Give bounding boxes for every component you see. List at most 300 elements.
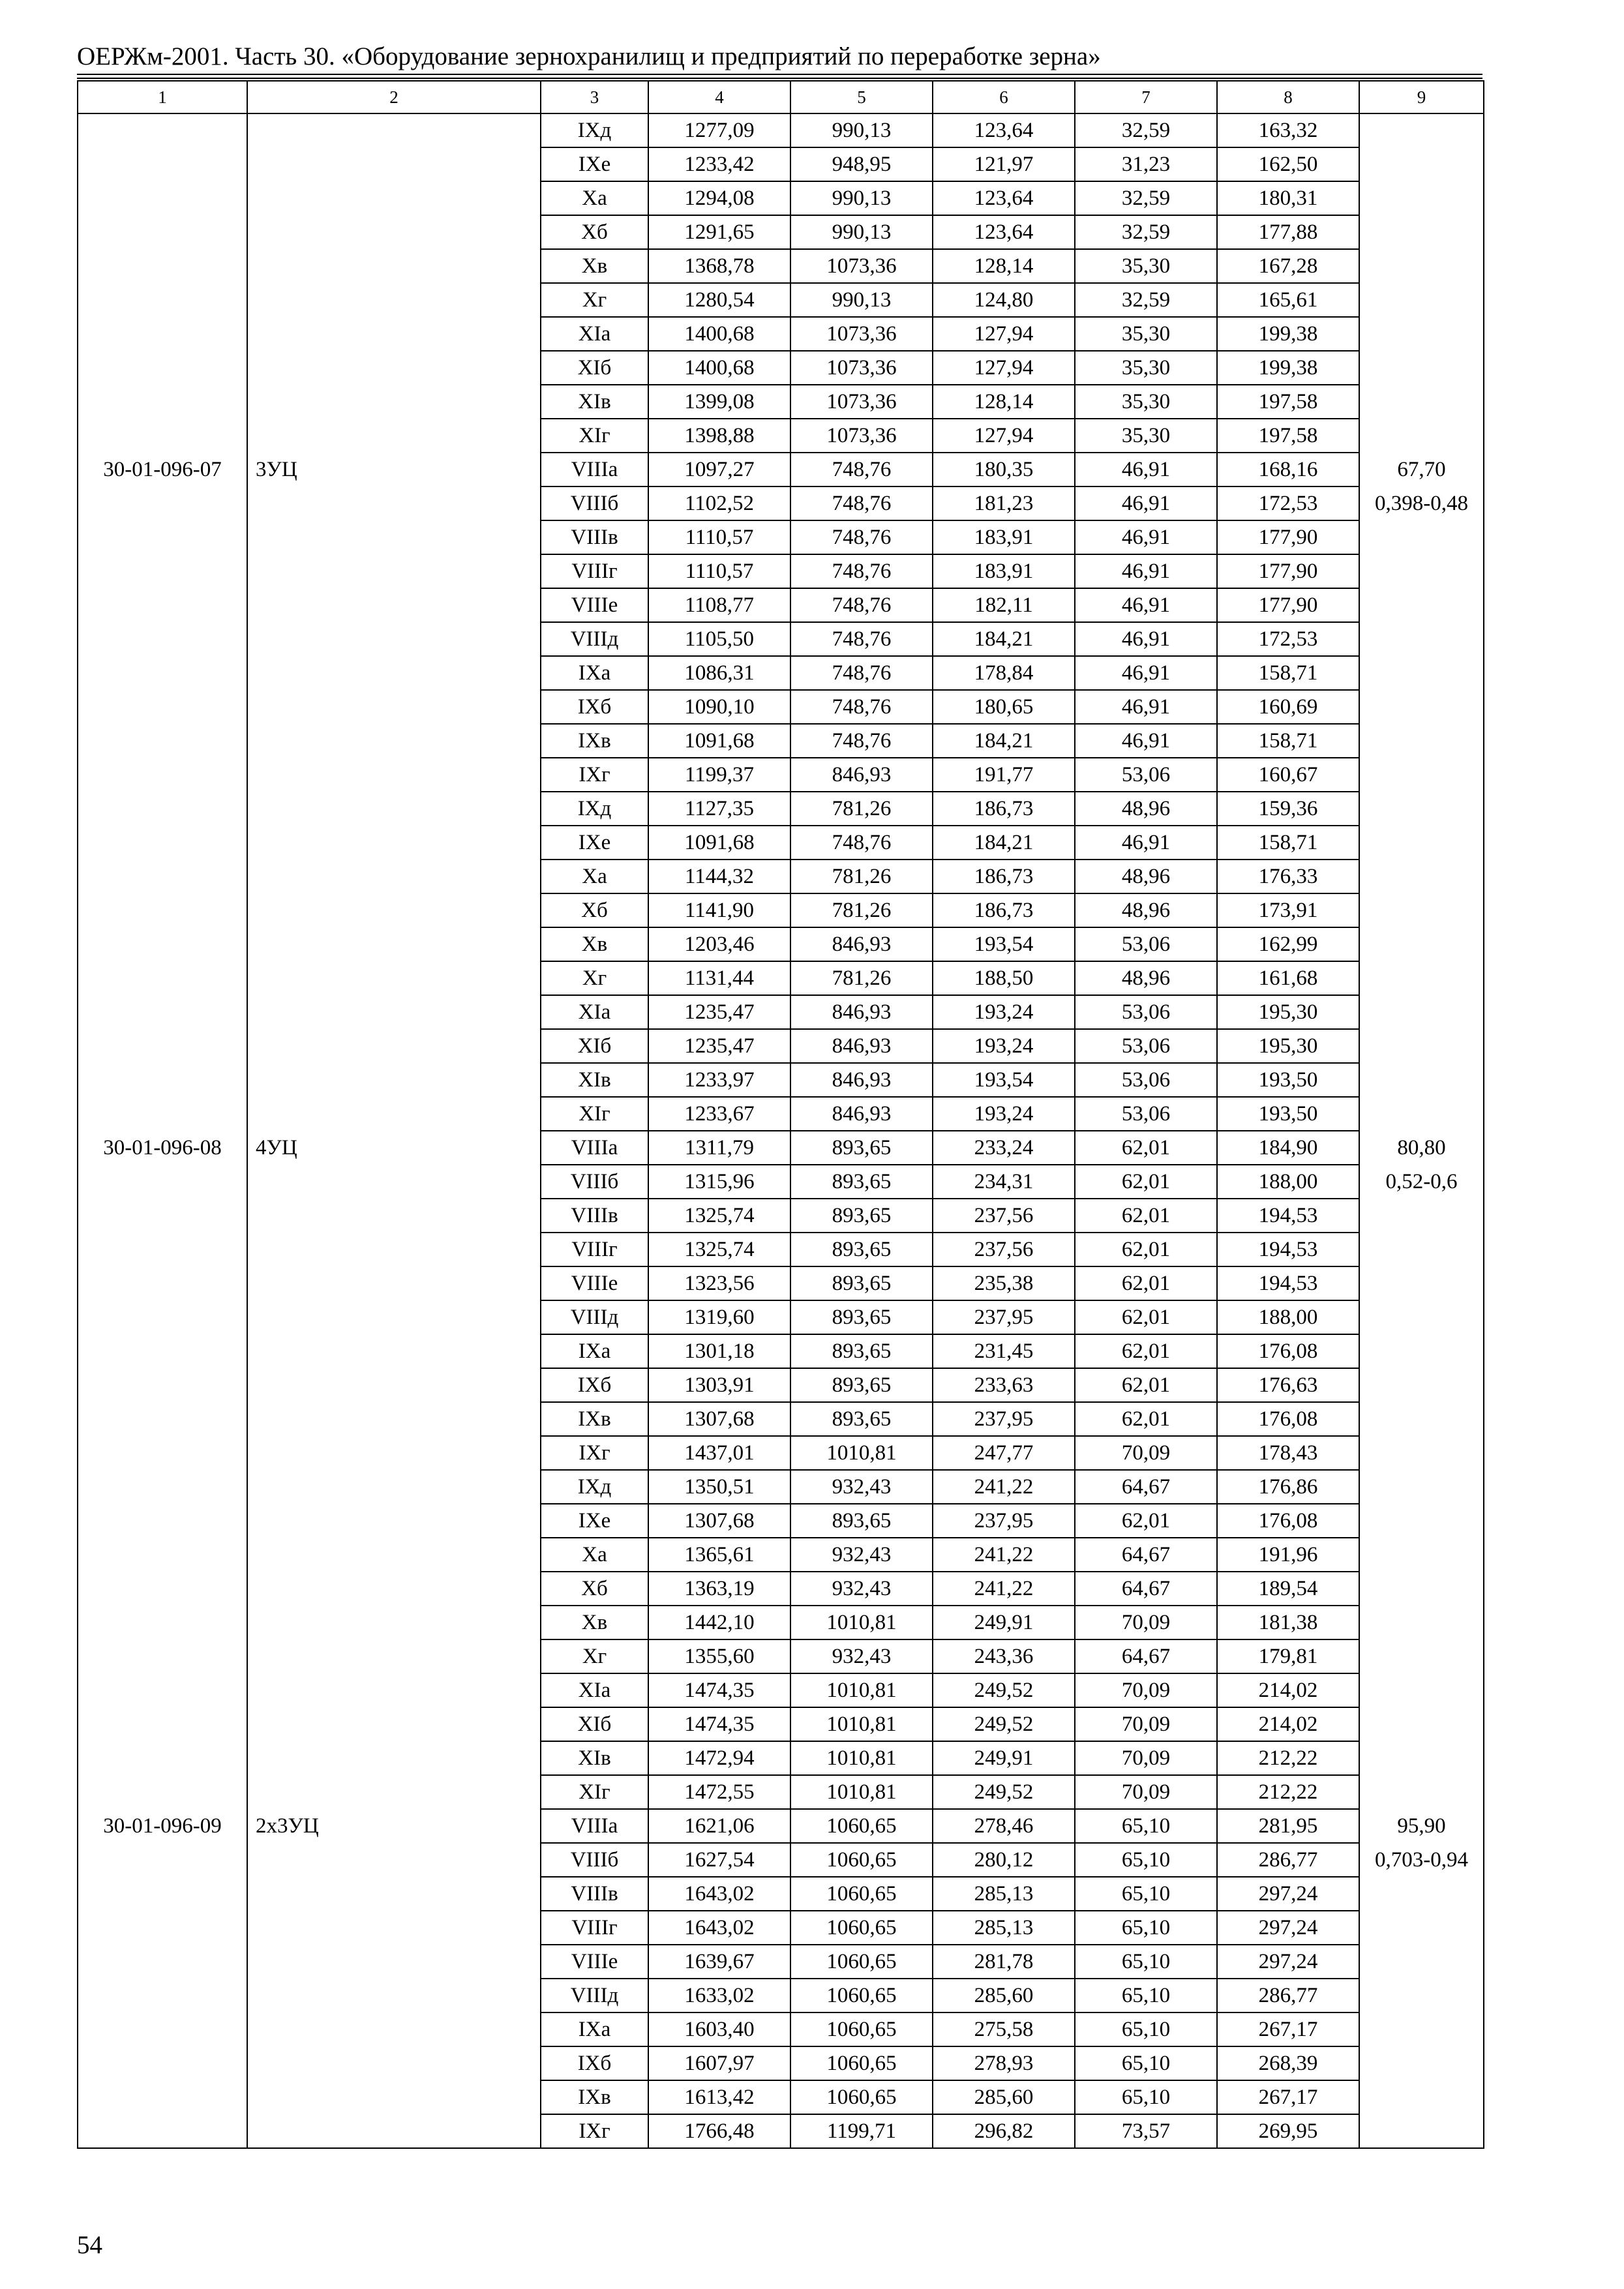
code-cell: [78, 1097, 247, 1131]
value-cell: 1110,57: [648, 520, 790, 554]
value-cell: 748,76: [790, 453, 933, 486]
value-cell: 1399,08: [648, 385, 790, 419]
name-cell: [247, 893, 541, 927]
name-cell: [247, 860, 541, 893]
value-cell: 168,16: [1217, 453, 1359, 486]
value-cell: 1097,27: [648, 453, 790, 486]
value-cell: VIIIа: [541, 1131, 648, 1165]
name-cell: [247, 1097, 541, 1131]
value-cell: 65,10: [1075, 1979, 1217, 2012]
value-cell: 182,11: [933, 588, 1075, 622]
value-cell: 1233,42: [648, 147, 790, 181]
table-row: [78, 1673, 1484, 1707]
value-cell: 65,10: [1075, 2012, 1217, 2046]
value-cell: 948,95: [790, 147, 933, 181]
col9-cell: [1359, 2046, 1484, 2080]
col9-cell: [1359, 1300, 1484, 1334]
value-cell: 285,60: [933, 1979, 1075, 2012]
name-cell: [247, 2012, 541, 2046]
value-cell: 990,13: [790, 113, 933, 147]
code-cell: [78, 1877, 247, 1911]
code-cell: [78, 1266, 247, 1300]
value-cell: VIIIд: [541, 1300, 648, 1334]
col9-cell: [1359, 1877, 1484, 1911]
col9-cell: [1359, 283, 1484, 317]
code-cell: [78, 860, 247, 893]
name-cell: [247, 961, 541, 995]
name-cell: [247, 1368, 541, 1402]
value-cell: 46,91: [1075, 690, 1217, 724]
value-cell: XIг: [541, 1775, 648, 1809]
table-row: [78, 1470, 1484, 1504]
value-cell: XIб: [541, 1029, 648, 1063]
value-cell: 177,90: [1217, 588, 1359, 622]
value-cell: 32,59: [1075, 215, 1217, 249]
value-cell: 275,58: [933, 2012, 1075, 2046]
name-cell: [247, 419, 541, 453]
value-cell: 233,24: [933, 1131, 1075, 1165]
value-cell: 241,22: [933, 1572, 1075, 1606]
value-cell: 1323,56: [648, 1266, 790, 1300]
code-cell: [78, 2012, 247, 2046]
name-cell: [247, 792, 541, 826]
column-number: 3: [541, 81, 648, 113]
value-cell: 62,01: [1075, 1266, 1217, 1300]
value-cell: 932,43: [790, 1639, 933, 1673]
code-cell: [78, 1199, 247, 1233]
value-cell: 1235,47: [648, 1029, 790, 1063]
table-body: [78, 81, 1484, 2148]
name-cell: [247, 1572, 541, 1606]
value-cell: 1307,68: [648, 1504, 790, 1538]
name-cell: [247, 1979, 541, 2012]
value-cell: Xб: [541, 893, 648, 927]
col9-cell: [1359, 927, 1484, 961]
table-row: [78, 1775, 1484, 1809]
value-cell: 70,09: [1075, 1606, 1217, 1639]
col9-cell: [1359, 1402, 1484, 1436]
code-cell: [78, 486, 247, 520]
value-cell: XIб: [541, 1707, 648, 1741]
value-cell: Xа: [541, 1538, 648, 1572]
value-cell: 990,13: [790, 215, 933, 249]
value-cell: 162,99: [1217, 927, 1359, 961]
col9-cell: [1359, 893, 1484, 927]
value-cell: IXб: [541, 2046, 648, 2080]
value-cell: 62,01: [1075, 1199, 1217, 1233]
value-cell: 1474,35: [648, 1707, 790, 1741]
col9-cell: 0,398-0,48: [1359, 486, 1484, 520]
value-cell: 297,24: [1217, 1877, 1359, 1911]
table-row: [78, 1063, 1484, 1097]
col9-cell: [1359, 995, 1484, 1029]
value-cell: 237,56: [933, 1199, 1075, 1233]
value-cell: 186,73: [933, 893, 1075, 927]
value-cell: VIIIе: [541, 1266, 648, 1300]
value-cell: 893,65: [790, 1334, 933, 1368]
value-cell: 194,53: [1217, 1199, 1359, 1233]
value-cell: 161,68: [1217, 961, 1359, 995]
value-cell: 188,00: [1217, 1300, 1359, 1334]
name-cell: [247, 520, 541, 554]
col9-cell: [1359, 1673, 1484, 1707]
table-row: [78, 1402, 1484, 1436]
value-cell: 234,31: [933, 1165, 1075, 1199]
value-cell: XIв: [541, 1063, 648, 1097]
code-cell: [78, 283, 247, 317]
value-cell: 163,32: [1217, 113, 1359, 147]
value-cell: 160,67: [1217, 758, 1359, 792]
value-cell: 214,02: [1217, 1707, 1359, 1741]
name-cell: [247, 724, 541, 758]
table-row: [78, 1368, 1484, 1402]
value-cell: 177,88: [1217, 215, 1359, 249]
value-cell: VIIIб: [541, 486, 648, 520]
code-cell: [78, 1165, 247, 1199]
col9-cell: [1359, 2012, 1484, 2046]
value-cell: IXв: [541, 2080, 648, 2114]
name-cell: [247, 1334, 541, 1368]
value-cell: VIIIб: [541, 1165, 648, 1199]
value-cell: Xа: [541, 860, 648, 893]
value-cell: 249,52: [933, 1673, 1075, 1707]
value-cell: VIIIа: [541, 1809, 648, 1843]
table-row: [78, 1843, 1484, 1877]
table-row: [78, 181, 1484, 215]
table-row: [78, 1199, 1484, 1233]
value-cell: 62,01: [1075, 1368, 1217, 1402]
name-cell: [247, 1029, 541, 1063]
table-row: [78, 1504, 1484, 1538]
col9-cell: [1359, 792, 1484, 826]
value-cell: 64,67: [1075, 1572, 1217, 1606]
equipment-name: 2x3УЦ: [247, 1809, 541, 1843]
col9-cell: [1359, 181, 1484, 215]
code-cell: [78, 995, 247, 1029]
value-cell: 176,08: [1217, 1504, 1359, 1538]
header-rule: [77, 74, 1482, 75]
value-cell: 46,91: [1075, 486, 1217, 520]
value-cell: 194,53: [1217, 1233, 1359, 1266]
value-cell: 1091,68: [648, 724, 790, 758]
value-cell: 35,30: [1075, 317, 1217, 351]
value-cell: 123,64: [933, 181, 1075, 215]
value-cell: 189,54: [1217, 1572, 1359, 1606]
value-cell: 1291,65: [648, 215, 790, 249]
value-cell: Xв: [541, 927, 648, 961]
value-cell: IXб: [541, 690, 648, 724]
value-cell: VIIIб: [541, 1843, 648, 1877]
col9-cell: [1359, 1436, 1484, 1470]
value-cell: 32,59: [1075, 113, 1217, 147]
table-row: [78, 758, 1484, 792]
value-cell: 1060,65: [790, 1911, 933, 1945]
value-cell: 281,78: [933, 1945, 1075, 1979]
table-row: [78, 792, 1484, 826]
value-cell: 1368,78: [648, 249, 790, 283]
value-cell: 65,10: [1075, 2080, 1217, 2114]
value-cell: 48,96: [1075, 961, 1217, 995]
value-cell: 846,93: [790, 927, 933, 961]
name-cell: [247, 1741, 541, 1775]
code-cell: [78, 1639, 247, 1673]
value-cell: 1233,67: [648, 1097, 790, 1131]
value-cell: 1603,40: [648, 2012, 790, 2046]
value-cell: 176,86: [1217, 1470, 1359, 1504]
table-row: [78, 1266, 1484, 1300]
name-cell: [247, 113, 541, 147]
value-cell: IXг: [541, 1436, 648, 1470]
value-cell: VIIIд: [541, 622, 648, 656]
col9-cell: [1359, 622, 1484, 656]
value-cell: 46,91: [1075, 826, 1217, 860]
value-cell: 53,06: [1075, 1029, 1217, 1063]
value-cell: 212,22: [1217, 1741, 1359, 1775]
name-cell: [247, 1504, 541, 1538]
value-cell: 127,94: [933, 317, 1075, 351]
value-cell: 932,43: [790, 1572, 933, 1606]
value-cell: 53,06: [1075, 1063, 1217, 1097]
table-row: [78, 1300, 1484, 1334]
code-cell: [78, 1368, 247, 1402]
table-row: [78, 588, 1484, 622]
col9-cell: [1359, 826, 1484, 860]
table-row: [78, 1979, 1484, 2012]
name-cell: [247, 554, 541, 588]
table-row: [78, 1165, 1484, 1199]
col9-cell: [1359, 860, 1484, 893]
value-cell: 1203,46: [648, 927, 790, 961]
value-cell: 748,76: [790, 554, 933, 588]
value-cell: 180,31: [1217, 181, 1359, 215]
value-cell: 1325,74: [648, 1199, 790, 1233]
value-cell: 1060,65: [790, 1945, 933, 1979]
value-cell: 64,67: [1075, 1470, 1217, 1504]
value-cell: Xв: [541, 1606, 648, 1639]
col9-cell: [1359, 961, 1484, 995]
value-cell: 249,91: [933, 1606, 1075, 1639]
value-cell: VIIIг: [541, 1911, 648, 1945]
name-cell: [247, 1402, 541, 1436]
column-number: 6: [933, 81, 1075, 113]
value-cell: IXа: [541, 2012, 648, 2046]
value-cell: 31,23: [1075, 147, 1217, 181]
value-cell: 1280,54: [648, 283, 790, 317]
value-cell: 1400,68: [648, 317, 790, 351]
code-cell: [78, 1436, 247, 1470]
col9-cell: [1359, 520, 1484, 554]
value-cell: XIа: [541, 995, 648, 1029]
code-cell: [78, 690, 247, 724]
value-cell: 212,22: [1217, 1775, 1359, 1809]
value-cell: 1303,91: [648, 1368, 790, 1402]
table-row: [78, 215, 1484, 249]
value-cell: 1277,09: [648, 113, 790, 147]
value-cell: 1350,51: [648, 1470, 790, 1504]
table-row: [78, 961, 1484, 995]
code-cell: [78, 792, 247, 826]
table-row: [78, 1097, 1484, 1131]
name-cell: [247, 385, 541, 419]
value-cell: 65,10: [1075, 1809, 1217, 1843]
name-cell: [247, 1945, 541, 1979]
value-cell: 46,91: [1075, 453, 1217, 486]
value-cell: 748,76: [790, 486, 933, 520]
value-cell: 194,53: [1217, 1266, 1359, 1300]
table-row: [78, 2046, 1484, 2080]
value-cell: 46,91: [1075, 656, 1217, 690]
value-cell: Xг: [541, 283, 648, 317]
value-cell: 846,93: [790, 1029, 933, 1063]
value-cell: 748,76: [790, 724, 933, 758]
name-cell: [247, 656, 541, 690]
code-cell: [78, 181, 247, 215]
col9-cell: [1359, 656, 1484, 690]
table-row: [78, 453, 1484, 486]
code-cell: [78, 351, 247, 385]
value-cell: 893,65: [790, 1131, 933, 1165]
value-cell: 231,45: [933, 1334, 1075, 1368]
value-cell: 193,24: [933, 1029, 1075, 1063]
code-cell: [78, 2114, 247, 2148]
value-cell: 184,90: [1217, 1131, 1359, 1165]
name-cell: [247, 317, 541, 351]
value-cell: 237,95: [933, 1402, 1075, 1436]
name-cell: [247, 1775, 541, 1809]
col9-cell: [1359, 1911, 1484, 1945]
value-cell: 32,59: [1075, 283, 1217, 317]
value-cell: 1643,02: [648, 1877, 790, 1911]
value-cell: VIIIд: [541, 1979, 648, 2012]
value-cell: 1110,57: [648, 554, 790, 588]
value-cell: 1621,06: [648, 1809, 790, 1843]
value-cell: 172,53: [1217, 486, 1359, 520]
value-cell: 249,52: [933, 1707, 1075, 1741]
table-row: [78, 2114, 1484, 2148]
col9-cell: [1359, 1639, 1484, 1673]
value-cell: 46,91: [1075, 724, 1217, 758]
value-cell: 172,53: [1217, 622, 1359, 656]
value-cell: 176,08: [1217, 1402, 1359, 1436]
value-cell: 173,91: [1217, 893, 1359, 927]
name-cell: [247, 1063, 541, 1097]
col9-cell: [1359, 1368, 1484, 1402]
name-cell: [247, 1911, 541, 1945]
header-rule: [77, 78, 1482, 79]
code-cell: [78, 1504, 247, 1538]
value-cell: 188,50: [933, 961, 1075, 995]
value-cell: XIг: [541, 419, 648, 453]
value-cell: 243,36: [933, 1639, 1075, 1673]
code-cell: [78, 1538, 247, 1572]
value-cell: 267,17: [1217, 2012, 1359, 2046]
value-cell: 1363,19: [648, 1572, 790, 1606]
value-cell: 893,65: [790, 1402, 933, 1436]
table-row: [78, 622, 1484, 656]
code-cell: [78, 1606, 247, 1639]
value-cell: XIв: [541, 1741, 648, 1775]
value-cell: 1073,36: [790, 351, 933, 385]
code-cell: [78, 1029, 247, 1063]
value-cell: 73,57: [1075, 2114, 1217, 2148]
col9-cell: [1359, 1097, 1484, 1131]
col9-cell: [1359, 1199, 1484, 1233]
table-row: [78, 147, 1484, 181]
value-cell: 1060,65: [790, 1843, 933, 1877]
value-cell: 1355,60: [648, 1639, 790, 1673]
col9-cell: [1359, 147, 1484, 181]
value-cell: 1131,44: [648, 961, 790, 995]
table-row: [78, 724, 1484, 758]
value-cell: 46,91: [1075, 588, 1217, 622]
value-cell: Xа: [541, 181, 648, 215]
value-cell: 188,00: [1217, 1165, 1359, 1199]
table-row: [78, 113, 1484, 147]
name-cell: [247, 1538, 541, 1572]
value-cell: 46,91: [1075, 520, 1217, 554]
column-number: 8: [1217, 81, 1359, 113]
value-cell: VIIIв: [541, 520, 648, 554]
value-cell: 191,96: [1217, 1538, 1359, 1572]
value-cell: 781,26: [790, 792, 933, 826]
name-cell: [247, 690, 541, 724]
value-cell: 162,50: [1217, 147, 1359, 181]
name-cell: [247, 588, 541, 622]
value-cell: VIIIг: [541, 1233, 648, 1266]
col9-cell: [1359, 1266, 1484, 1300]
table-row: [78, 351, 1484, 385]
value-cell: 781,26: [790, 893, 933, 927]
name-cell: [247, 1266, 541, 1300]
value-cell: 1073,36: [790, 249, 933, 283]
table-row: [78, 1809, 1484, 1843]
value-cell: 53,06: [1075, 927, 1217, 961]
value-cell: 184,21: [933, 724, 1075, 758]
table-row: [78, 1572, 1484, 1606]
value-cell: 235,38: [933, 1266, 1075, 1300]
code-cell: [78, 419, 247, 453]
name-cell: [247, 826, 541, 860]
value-cell: 1199,37: [648, 758, 790, 792]
value-cell: 1060,65: [790, 2080, 933, 2114]
column-number: 1: [78, 81, 247, 113]
value-cell: 1398,88: [648, 419, 790, 453]
code-cell: [78, 2046, 247, 2080]
col9-cell: [1359, 215, 1484, 249]
value-cell: 186,73: [933, 792, 1075, 826]
value-cell: 781,26: [790, 961, 933, 995]
code-cell: [78, 588, 247, 622]
value-cell: 237,56: [933, 1233, 1075, 1266]
value-cell: 285,60: [933, 2080, 1075, 2114]
col9-cell: [1359, 385, 1484, 419]
code-cell: [78, 147, 247, 181]
value-cell: Xг: [541, 1639, 648, 1673]
value-cell: 1474,35: [648, 1673, 790, 1707]
value-cell: VIIIа: [541, 453, 648, 486]
equipment-name: 4УЦ: [247, 1131, 541, 1165]
value-cell: 48,96: [1075, 893, 1217, 927]
col9-cell: [1359, 1945, 1484, 1979]
code-cell: [78, 893, 247, 927]
value-cell: 32,59: [1075, 181, 1217, 215]
value-cell: XIв: [541, 385, 648, 419]
value-cell: IXв: [541, 1402, 648, 1436]
value-cell: 1086,31: [648, 656, 790, 690]
value-cell: 158,71: [1217, 724, 1359, 758]
value-cell: 1315,96: [648, 1165, 790, 1199]
value-cell: 269,95: [1217, 2114, 1359, 2148]
